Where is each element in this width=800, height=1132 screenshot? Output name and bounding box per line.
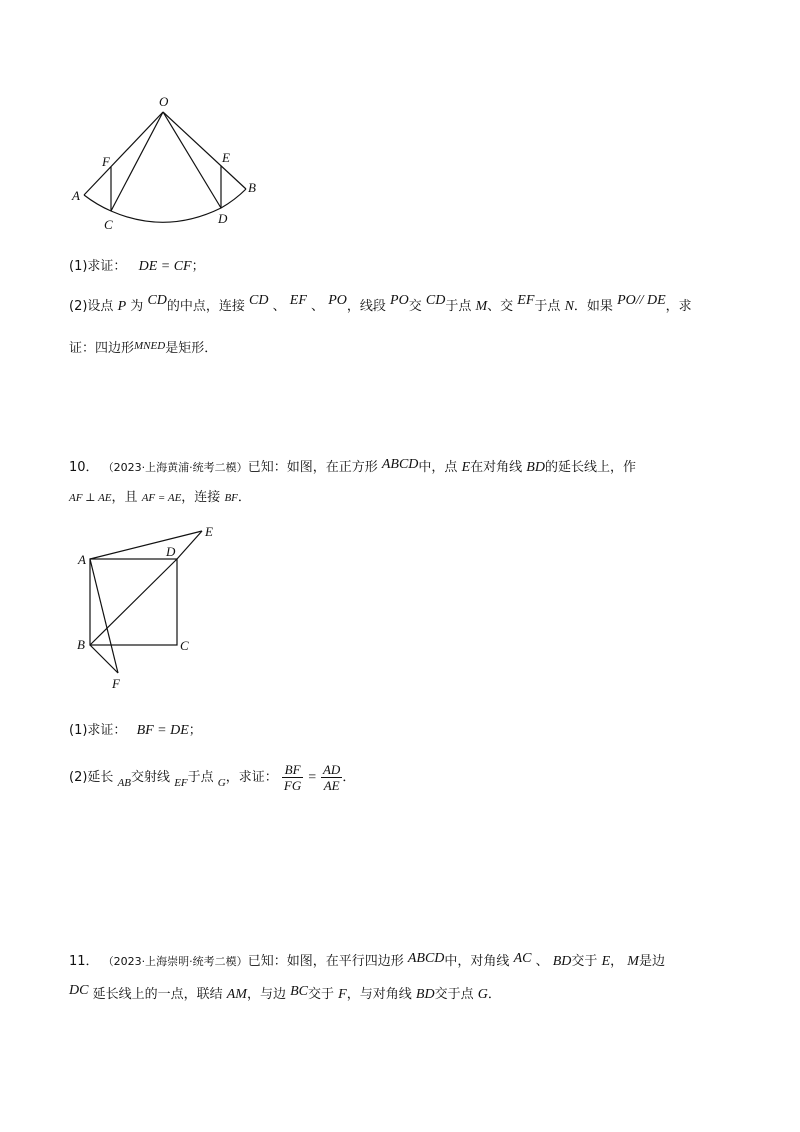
p11-stem-line2: DC 延长线上的一点，联结 AM，与边 BC交于 F，与对角线 BD交于点 G． xyxy=(69,983,501,1002)
label-E: E xyxy=(205,524,213,539)
line-BD xyxy=(90,559,177,645)
fraction-AD-AE: $\frac{AD}{AE}$ xyxy=(322,762,341,793)
p10-source: （2023·上海黄浦·统考二模） xyxy=(102,461,248,474)
label-D: D xyxy=(218,211,228,226)
p10-part2: (2)延长 $_{AB}$交射线 $_{EF}$于点 $_G$，求证： $\frac{BF}{FG}$ = $\frac{AD}{AE}$ ． xyxy=(69,762,356,793)
label-O: O xyxy=(159,94,169,109)
p11-stem-line1: 11． （2023·上海崇明·统考二模）已知：如图，在平行四边形 ABCD中，对角线 AC 、 BD交于 E， M是边 xyxy=(69,951,665,969)
p9-part2-line1: (2)设点 P 为 CD的中点，连接 CD 、 EF 、 PO，线段 PO交 CD于点 M、交 EF于点 N．如果 PO// DE，求 xyxy=(69,293,692,314)
label-A: A xyxy=(72,188,80,203)
arc-CD-symbol: CD xyxy=(147,293,167,308)
label-B: B xyxy=(77,637,85,652)
line-BF xyxy=(90,645,118,673)
label-D: D xyxy=(166,544,176,559)
line-AE xyxy=(90,531,202,559)
line-AF xyxy=(90,559,118,673)
label-F: F xyxy=(102,154,110,169)
p10-number: 10． xyxy=(69,460,99,475)
label-A: A xyxy=(78,552,86,567)
label-C: C xyxy=(180,638,189,653)
label-F: F xyxy=(112,676,120,691)
p10-stem-line1: 10． （2023·上海黄浦·统考二模）已知：如图，在正方形 ABCD中，点 E在对角线 BD的延长线上，作 xyxy=(69,457,636,475)
p10-stem-line2: AF ⊥ AE，且 AF = AE，连接 BF． xyxy=(69,490,251,505)
fraction-BF-FG: $\frac{BF}{FG}$ xyxy=(283,762,302,793)
p11-source: （2023·上海崇明·统考二模） xyxy=(102,955,248,968)
label-B: B xyxy=(248,180,256,195)
p9-part1: (1)求证： DE = CF； xyxy=(69,259,205,274)
label-C: C xyxy=(104,217,113,232)
p11-number: 11． xyxy=(69,954,99,969)
p9-part2-line2: 证：四边形$^{MNED}$是矩形． xyxy=(69,340,218,356)
line-DE xyxy=(177,531,202,559)
label-E: E xyxy=(222,150,230,165)
p10-part1: (1)求证： BF = DE； xyxy=(69,723,202,738)
